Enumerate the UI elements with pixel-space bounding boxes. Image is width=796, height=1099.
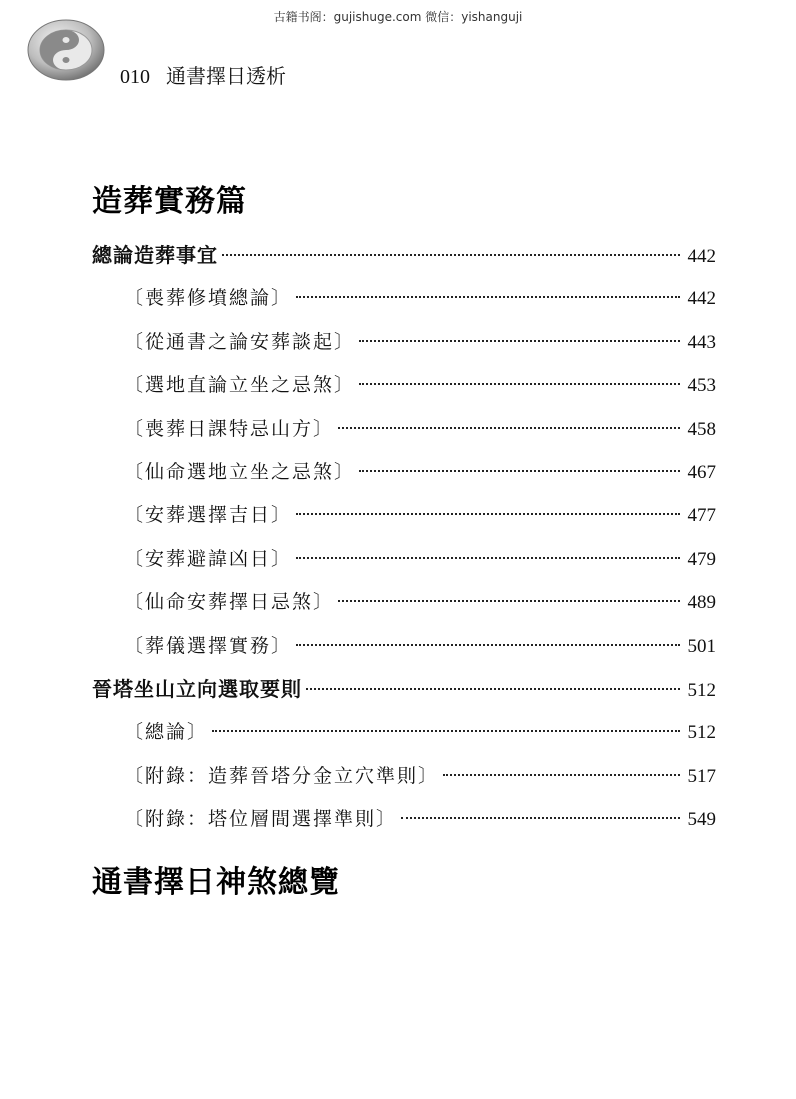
toc-dot-leader bbox=[338, 600, 680, 602]
toc-entry-label: 〔葬儀選擇實務〕 bbox=[124, 634, 293, 657]
toc-entry-page-number: 443 bbox=[687, 331, 716, 353]
toc-entry-page-number: 477 bbox=[687, 505, 716, 527]
toc-dot-leader bbox=[212, 730, 680, 732]
toc-dot-leader bbox=[359, 340, 680, 342]
toc-sub-entry bbox=[92, 587, 716, 630]
toc-sub-entry bbox=[92, 717, 716, 760]
toc-entry-page-number: 512 bbox=[687, 722, 716, 744]
toc-entry-label: 晉塔坐山立向選取要則 bbox=[92, 676, 302, 701]
toc-dot-leader bbox=[359, 383, 680, 385]
toc-sub-entry bbox=[92, 631, 716, 674]
taiji-logo-icon bbox=[24, 12, 108, 84]
toc-entry-page-number: 489 bbox=[687, 592, 716, 614]
toc-entry-label: 〔總論〕 bbox=[124, 721, 209, 744]
toc-entry-page-number: 442 bbox=[687, 246, 716, 267]
running-header bbox=[120, 60, 286, 89]
toc-entry-page-number: 467 bbox=[687, 461, 716, 483]
toc-dot-leader bbox=[296, 513, 680, 515]
toc-sub-entry bbox=[92, 457, 716, 500]
toc-entry-page-number: 479 bbox=[687, 548, 716, 570]
toc-sub-entry bbox=[92, 761, 716, 804]
toc-entry-label: 〔喪葬修墳總論〕 bbox=[124, 287, 293, 310]
watermark-text: 古籍书阁：gujishuge.com 微信：yishanguji bbox=[273, 10, 523, 24]
toc-entry-page-number: 549 bbox=[687, 809, 716, 831]
toc-sub-entry bbox=[92, 370, 716, 413]
toc-entry-page-number: 458 bbox=[687, 418, 716, 440]
toc-entry-label: 〔安葬選擇吉日〕 bbox=[124, 504, 293, 527]
toc-entry-label: 〔從通書之論安葬談起〕 bbox=[124, 330, 356, 353]
header-page-number: 010 bbox=[120, 66, 150, 88]
toc-dot-leader bbox=[296, 557, 680, 559]
toc-sub-entry bbox=[92, 327, 716, 370]
section-heading-burial-practice: 造葬實務篇 bbox=[92, 184, 247, 219]
toc-dot-leader bbox=[296, 296, 680, 298]
toc-entry-page-number: 501 bbox=[687, 635, 716, 657]
section-heading-almanac-overview: 通書擇日神煞總覽 bbox=[92, 865, 340, 900]
toc-dot-leader bbox=[306, 688, 680, 690]
toc-dot-leader bbox=[359, 470, 680, 472]
toc-sub-entry bbox=[92, 804, 716, 847]
toc-entry-label: 〔喪葬日課特忌山方〕 bbox=[124, 417, 335, 440]
toc-dot-leader bbox=[401, 817, 680, 819]
table-of-contents bbox=[92, 240, 716, 847]
toc-sub-entry bbox=[92, 544, 716, 587]
toc-sub-entry bbox=[92, 414, 716, 457]
toc-entry-page-number: 512 bbox=[687, 679, 716, 701]
toc-main-entry bbox=[92, 240, 716, 283]
toc-entry-label: 〔附錄：造葬晉塔分金立穴準則〕 bbox=[124, 764, 440, 787]
toc-entry-page-number: 442 bbox=[687, 288, 716, 310]
toc-main-entry bbox=[92, 674, 716, 717]
toc-sub-entry bbox=[92, 500, 716, 543]
toc-dot-leader bbox=[222, 254, 680, 256]
toc-entry-label: 〔仙命安葬擇日忌煞〕 bbox=[124, 591, 335, 614]
toc-sub-entry bbox=[92, 283, 716, 326]
toc-entry-label: 〔選地直論立坐之忌煞〕 bbox=[124, 374, 356, 397]
toc-entry-label: 總論造葬事宜 bbox=[92, 243, 218, 267]
toc-entry-label: 〔附錄：塔位層間選擇準則〕 bbox=[124, 808, 398, 831]
toc-dot-leader bbox=[296, 644, 680, 646]
toc-dot-leader bbox=[443, 774, 680, 776]
toc-entry-label: 〔仙命選地立坐之忌煞〕 bbox=[124, 460, 356, 483]
toc-entry-label: 〔安葬避諱凶日〕 bbox=[124, 547, 293, 570]
toc-entry-page-number: 517 bbox=[687, 765, 716, 787]
toc-dot-leader bbox=[338, 427, 680, 429]
header-book-title: 通書擇日透析 bbox=[166, 64, 286, 88]
toc-entry-page-number: 453 bbox=[687, 375, 716, 397]
